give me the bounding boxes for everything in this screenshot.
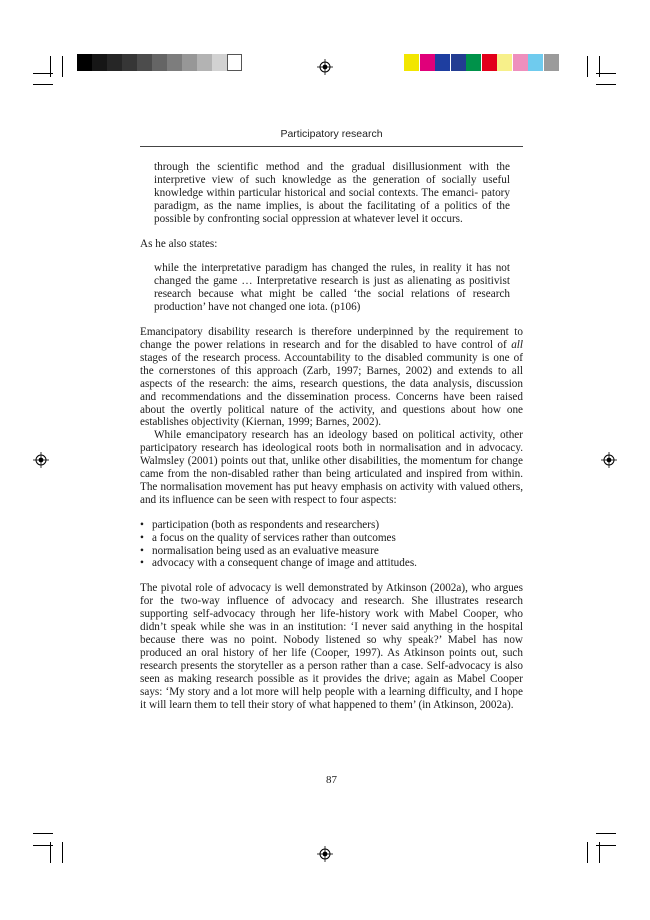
header-rule (140, 146, 523, 147)
crop-mark-bottom-right-v (587, 842, 588, 863)
color-swatch (451, 54, 466, 71)
gray-swatch (167, 54, 182, 71)
gray-swatch (182, 54, 197, 71)
registration-mark-left-icon (33, 452, 49, 468)
list-item: • advocacy with a consequent change of image and attitudes. (140, 557, 523, 570)
color-swatch (435, 54, 450, 71)
paragraph-1 (140, 326, 523, 429)
paragraph-1-italic: all (511, 338, 523, 351)
crop-mark-top-right-h2 (596, 84, 616, 85)
color-swatch (420, 54, 435, 71)
crop-mark-bottom-left-v (50, 842, 51, 863)
block-quote-1: through the scientific method and the gradual disillusionment with the interpretive view of such knowledge as the generation of socially useful knowledge within particular historical and social contexts. The emanci- patory paradigm, as the name implies, is about the facilitating of a politics of the possible by confronting social oppression at whatever level it occurs. (154, 161, 510, 225)
running-header: Participatory research (280, 128, 383, 140)
registration-mark-right-icon (601, 452, 617, 468)
gray-swatch (122, 54, 137, 71)
color-swatch (497, 54, 512, 71)
page-number: 87 (326, 774, 337, 786)
body-text (140, 161, 523, 711)
crop-mark-top-left-h2 (33, 84, 53, 85)
paragraph-3: The pivotal role of advocacy is well demonstrated by Atkinson (2002a), who argues for the two-way influence of advocacy and research. She illustrates research supporting self-advocacy through her life-history work with Mabel Cooper, who didn’t speak while she was in an institution: ‘I never said anything in the hospital because there was no point. Nobody listened so why speak?’ Mabel has now produced an oral history of her life (Cooper, 1997). As Atkinson points out, such research presents the storyteller as a person rather than a case. Self-advocacy is also seen as making research possible as it provides the drive; again as Mabel Cooper says: ‘My story and a lot more will help people with a learning difficulty, and I hope it will learn them to tell their story of what happened to them’ (in Atkinson, 2002a). (140, 582, 523, 711)
block-quote-2: while the interpretative paradigm has changed the rules, in reality it has not changed the game … Interpretative research is just as alienating as positivist research because what might be called ‘the social relations of research production’ have not changed one iota. (p106) (154, 262, 510, 314)
color-swatch (544, 54, 559, 71)
crop-mark-bottom-left-h (33, 833, 53, 834)
list-item: • normalisation being used as an evaluative measure (140, 545, 523, 558)
color-swatch (528, 54, 543, 71)
lead-in-text: As he also states: (140, 237, 218, 250)
crop-mark-bottom-right-h (596, 833, 616, 834)
gray-swatch (212, 54, 227, 71)
gray-swatch (197, 54, 212, 71)
color-swatch (482, 54, 497, 71)
bullet-list (140, 519, 523, 571)
crop-mark-top-right-v2 (599, 56, 600, 77)
gray-swatch (77, 54, 92, 71)
paragraph-2: While emancipatory research has an ideology based on political activity, other participatory research has ideological roots both in normalisation and in advocacy. Walmsley (2001) points out that, unlike other disabilities, the momentum for change came from the non-disabled rather than being articulated and inspired from within. The normalisation movement has put heavy emphasis on activity with valued others, and its influence can be seen with respect to four aspects: (140, 429, 523, 506)
gray-swatch (137, 54, 152, 71)
registration-mark-bottom-icon (317, 846, 333, 862)
paragraph-1-start: Emancipatory disability research is therefore underpinned by the requirement to change the power relations in research and for the disabled to have control of (140, 326, 523, 351)
crop-mark-top-left-v (50, 56, 51, 77)
color-swatch (404, 54, 419, 71)
list-item: • a focus on the quality of services rather than outcomes (140, 532, 523, 545)
registration-mark-top-icon (317, 59, 333, 75)
color-swatch (513, 54, 528, 71)
list-item: • participation (both as respondents and researchers) (140, 519, 523, 532)
crop-mark-top-left-v2 (62, 56, 63, 77)
gray-swatch (152, 54, 167, 71)
crop-mark-bottom-right-v2 (599, 842, 600, 863)
gray-swatch (107, 54, 122, 71)
crop-mark-top-right-v (587, 56, 588, 77)
color-swatch (466, 54, 481, 71)
crop-mark-bottom-left-v2 (62, 842, 63, 863)
gray-swatch (92, 54, 107, 71)
gray-swatch (227, 54, 242, 71)
paragraph-1-end: stages of the research process. Accountability to the disabled community is one of the cornerstones of this approach (Zarb, 1997; Barnes, 2002) and extends to all aspects of the research: the aims, research questions, the data analysis, discussion and recommendations and the dissemination process. Concerns have been raised about the overtly political nature of the activity, and questions about how one establishes objectivity (Kiernan, 1999; Barnes, 2002). (140, 351, 523, 429)
